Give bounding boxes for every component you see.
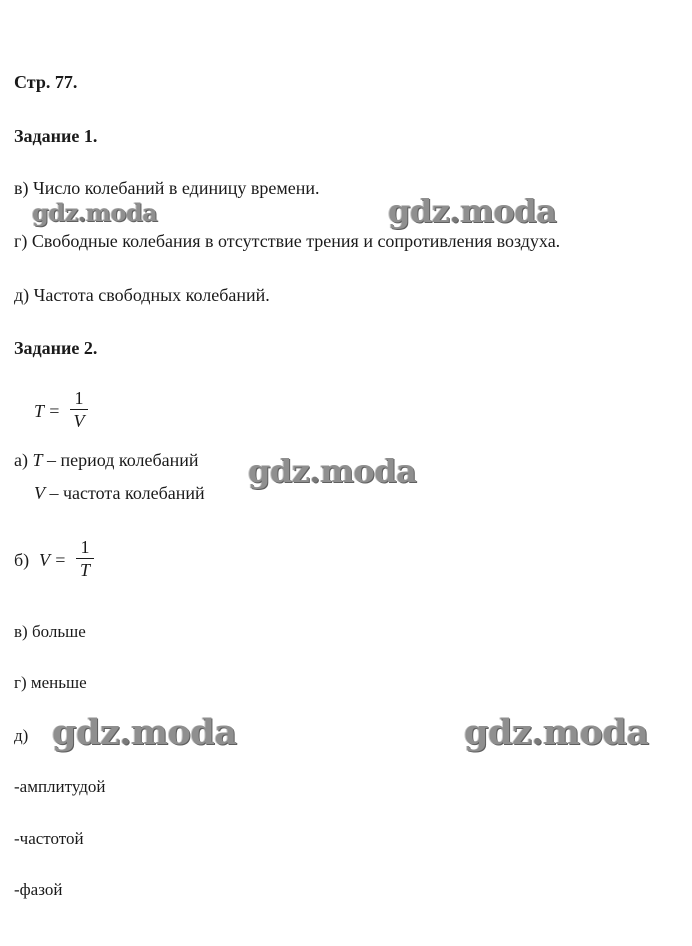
watermark-logo: gdz.moda	[388, 192, 557, 230]
page-header: Стр. 77.	[14, 72, 78, 92]
fraction-denominator: T	[79, 560, 90, 580]
fraction-numerator: 1	[74, 388, 84, 408]
task2-a-text2: – частота колебаний	[45, 483, 205, 503]
task2-heading: Задание 2.	[14, 338, 98, 358]
formula-frequency-lhs: V =	[39, 550, 67, 570]
watermark-logo: gdz.moda	[464, 712, 649, 753]
task2-item-frequency: -частотой	[14, 829, 84, 848]
task2-line-a1	[14, 449, 199, 471]
task1-line-g: г) Свободные колебания в отсутствие трения и сопротивления воздуха.	[14, 231, 561, 251]
fraction-denominator: V	[73, 411, 85, 431]
formula-frequency-fraction	[76, 537, 94, 580]
fraction-bar	[76, 558, 94, 559]
task2-item-amplitude: -амплитудой	[14, 777, 106, 796]
task2-item-phase: -фазой	[14, 880, 63, 899]
task2-line-g: г) меньше	[14, 673, 87, 692]
task1-line-d: д) Частота свободных колебаний.	[14, 285, 270, 305]
var-T: T	[32, 450, 43, 470]
task2-line-v: в) больше	[14, 622, 86, 641]
formula-period-fraction	[70, 388, 88, 431]
watermark-logo: gdz.moda	[52, 712, 237, 753]
watermark-logo: gdz.moda	[32, 198, 158, 227]
fraction-numerator: 1	[80, 537, 90, 557]
task2-b-prefix: б)	[14, 550, 30, 570]
watermark-logo: gdz.moda	[248, 452, 417, 490]
task2-a-text1: – период колебаний	[42, 450, 199, 470]
var-V: V	[34, 483, 45, 503]
task2-line-d: д)	[14, 726, 29, 745]
task2-a-prefix: а)	[14, 450, 28, 470]
task1-line-v: в) Число колебаний в единицу времени.	[14, 178, 320, 198]
task1-heading: Задание 1.	[14, 126, 98, 146]
formula-period-lhs: T =	[34, 401, 61, 421]
task2-line-a2	[34, 482, 205, 504]
fraction-bar	[70, 409, 88, 410]
